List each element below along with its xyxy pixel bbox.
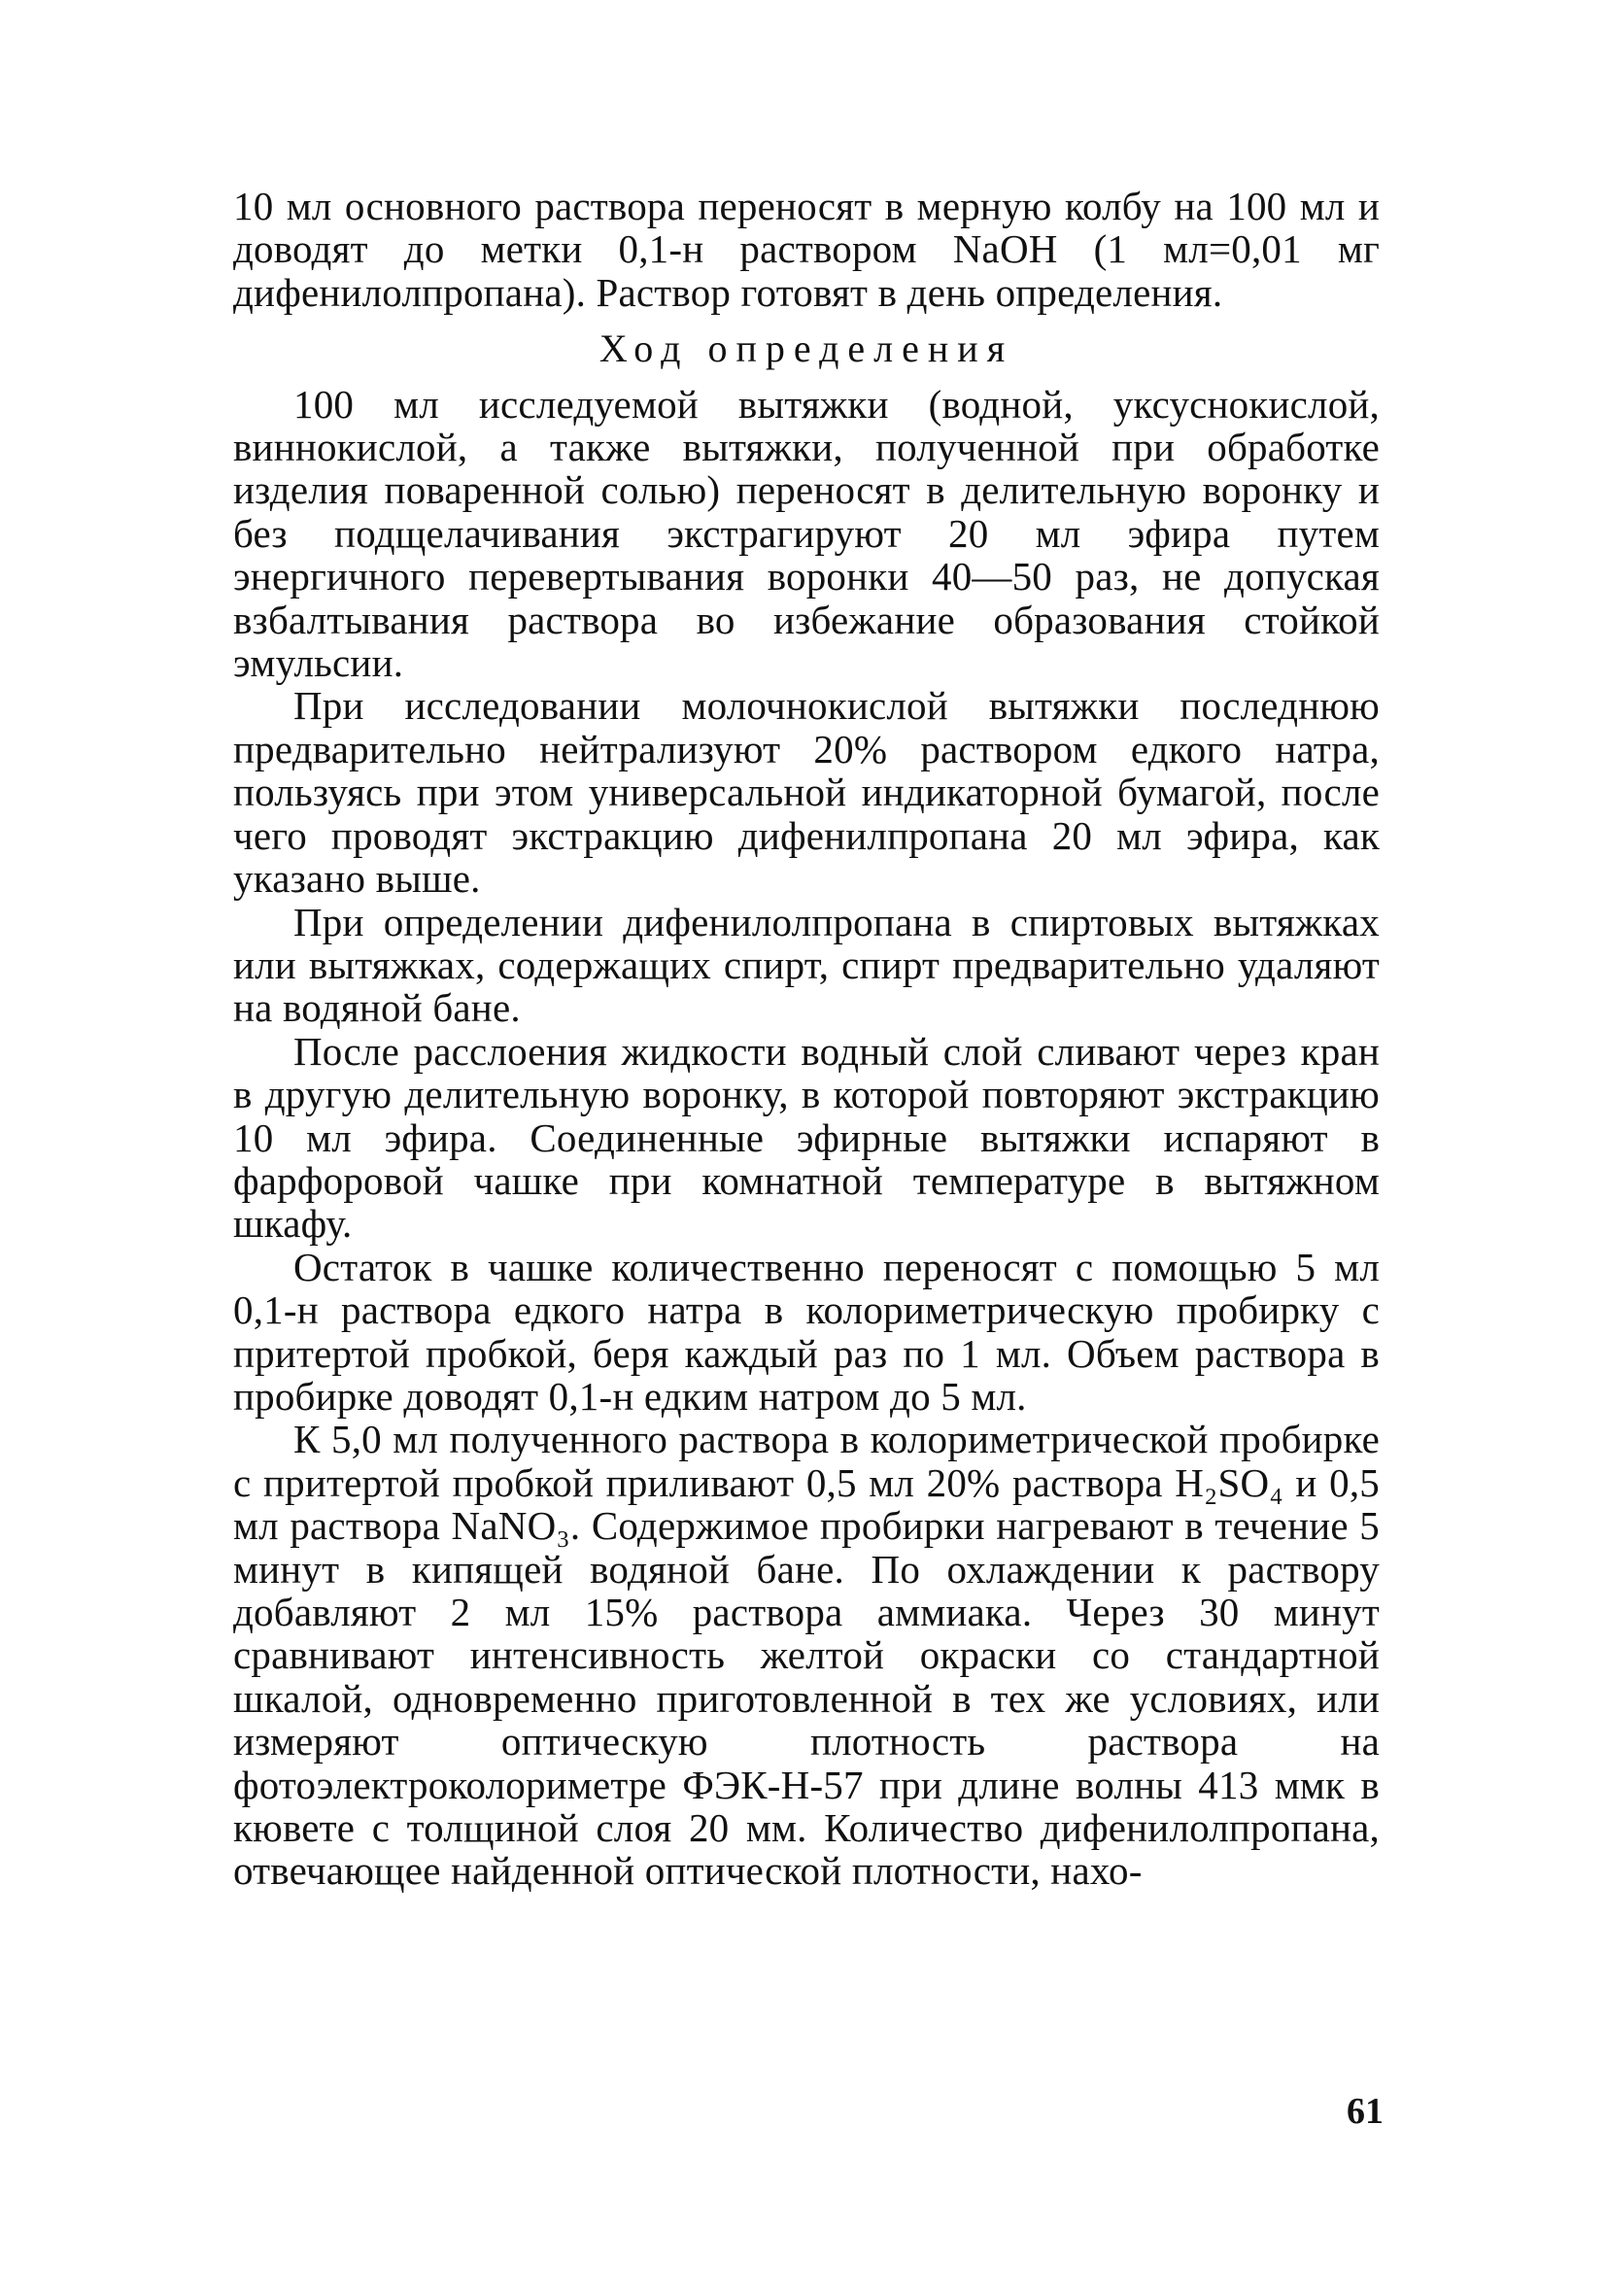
- page-number: 61: [1347, 2091, 1384, 2132]
- paragraph-body-5: Остаток в чашке количественно переносят с помощью 5 мл 0,1-н раствора едкого натра в колориметрическую пробирку с притертой пробкой, беря каждый раз по 1 мл. Объем раствора в пробирке доводят 0,1-н едким натром до 5 мл.: [233, 1244, 1380, 1419]
- paragraph-intro: 10 мл основного раствора переносят в мерную колбу на 100 мл и доводят до метки 0,1-н раствором NaOH (1 мл=0,01 мг дифенилолпропана). Раствор готовят в день определения.: [233, 184, 1380, 315]
- paragraph-body-4: После расслоения жидкости водный слой сливают через кран в другую делительную воронку, в которой повторяют экстракцию 10 мл эфира. Соединенные эфирные вытяжки испаряют в фарфоровой чашке при комнатной температуре в вытяжном шкафу.: [233, 1028, 1380, 1247]
- paragraph-body-6: К 5,0 мл полученного раствора в колориметрической пробирке с притертой пробкой приливают 0,5 мл 20% раствора H₂SO₄ и 0,5 мл раствора NaNO₃. Содержимое пробирки нагревают в течение 5 минут в кипящей водяной бане. По охлаждении к раствору добавляют 2 мл 15% раствора аммиака. Через 30 минут сравнивают интенсивность желтой окраски со стандартной шкалой, одновременно приготовленной в тех же условиях, или измеряют оптическую плотность раствора на фотоэлектроколориметре ФЭК-Н-57 при длине волны 413 ммк в кювете с толщиной слоя 20 мм. Количество дифенилолпропана, отвечающее найденной оптической плотности, нахо-: [233, 1417, 1380, 1894]
- paragraph-body-3: При определении дифенилолпропана в спиртовых вытяжках или вытяжках, содержащих спирт, спирт предварительно удаляют на водяной бане.: [233, 899, 1380, 1031]
- paragraph-body-2: При исследовании молочнокислой вытяжки последнюю предварительно нейтрализуют 20% раствором едкого натра, пользуясь при этом универсальной индикаторной бумагой, после чего проводят экстракцию дифенилпропана 20 мл эфира, как указано выше.: [233, 683, 1380, 902]
- page-text-block: [233, 185, 1380, 1893]
- section-heading: Ход определения: [598, 326, 1014, 371]
- paragraph-body-1: 100 мл исследуемой вытяжки (водной, уксуснокислой, виннокислой, а также вытяжки, полученной при обработке изделия поваренной солью) переносят в делительную воронку и без подщелачивания экстрагируют 20 мл эфира путем энергичного перевертывания воронки 40—50 раз, не допуская взбалтывания раствора во избежание образования стойкой эмульсии.: [233, 381, 1380, 686]
